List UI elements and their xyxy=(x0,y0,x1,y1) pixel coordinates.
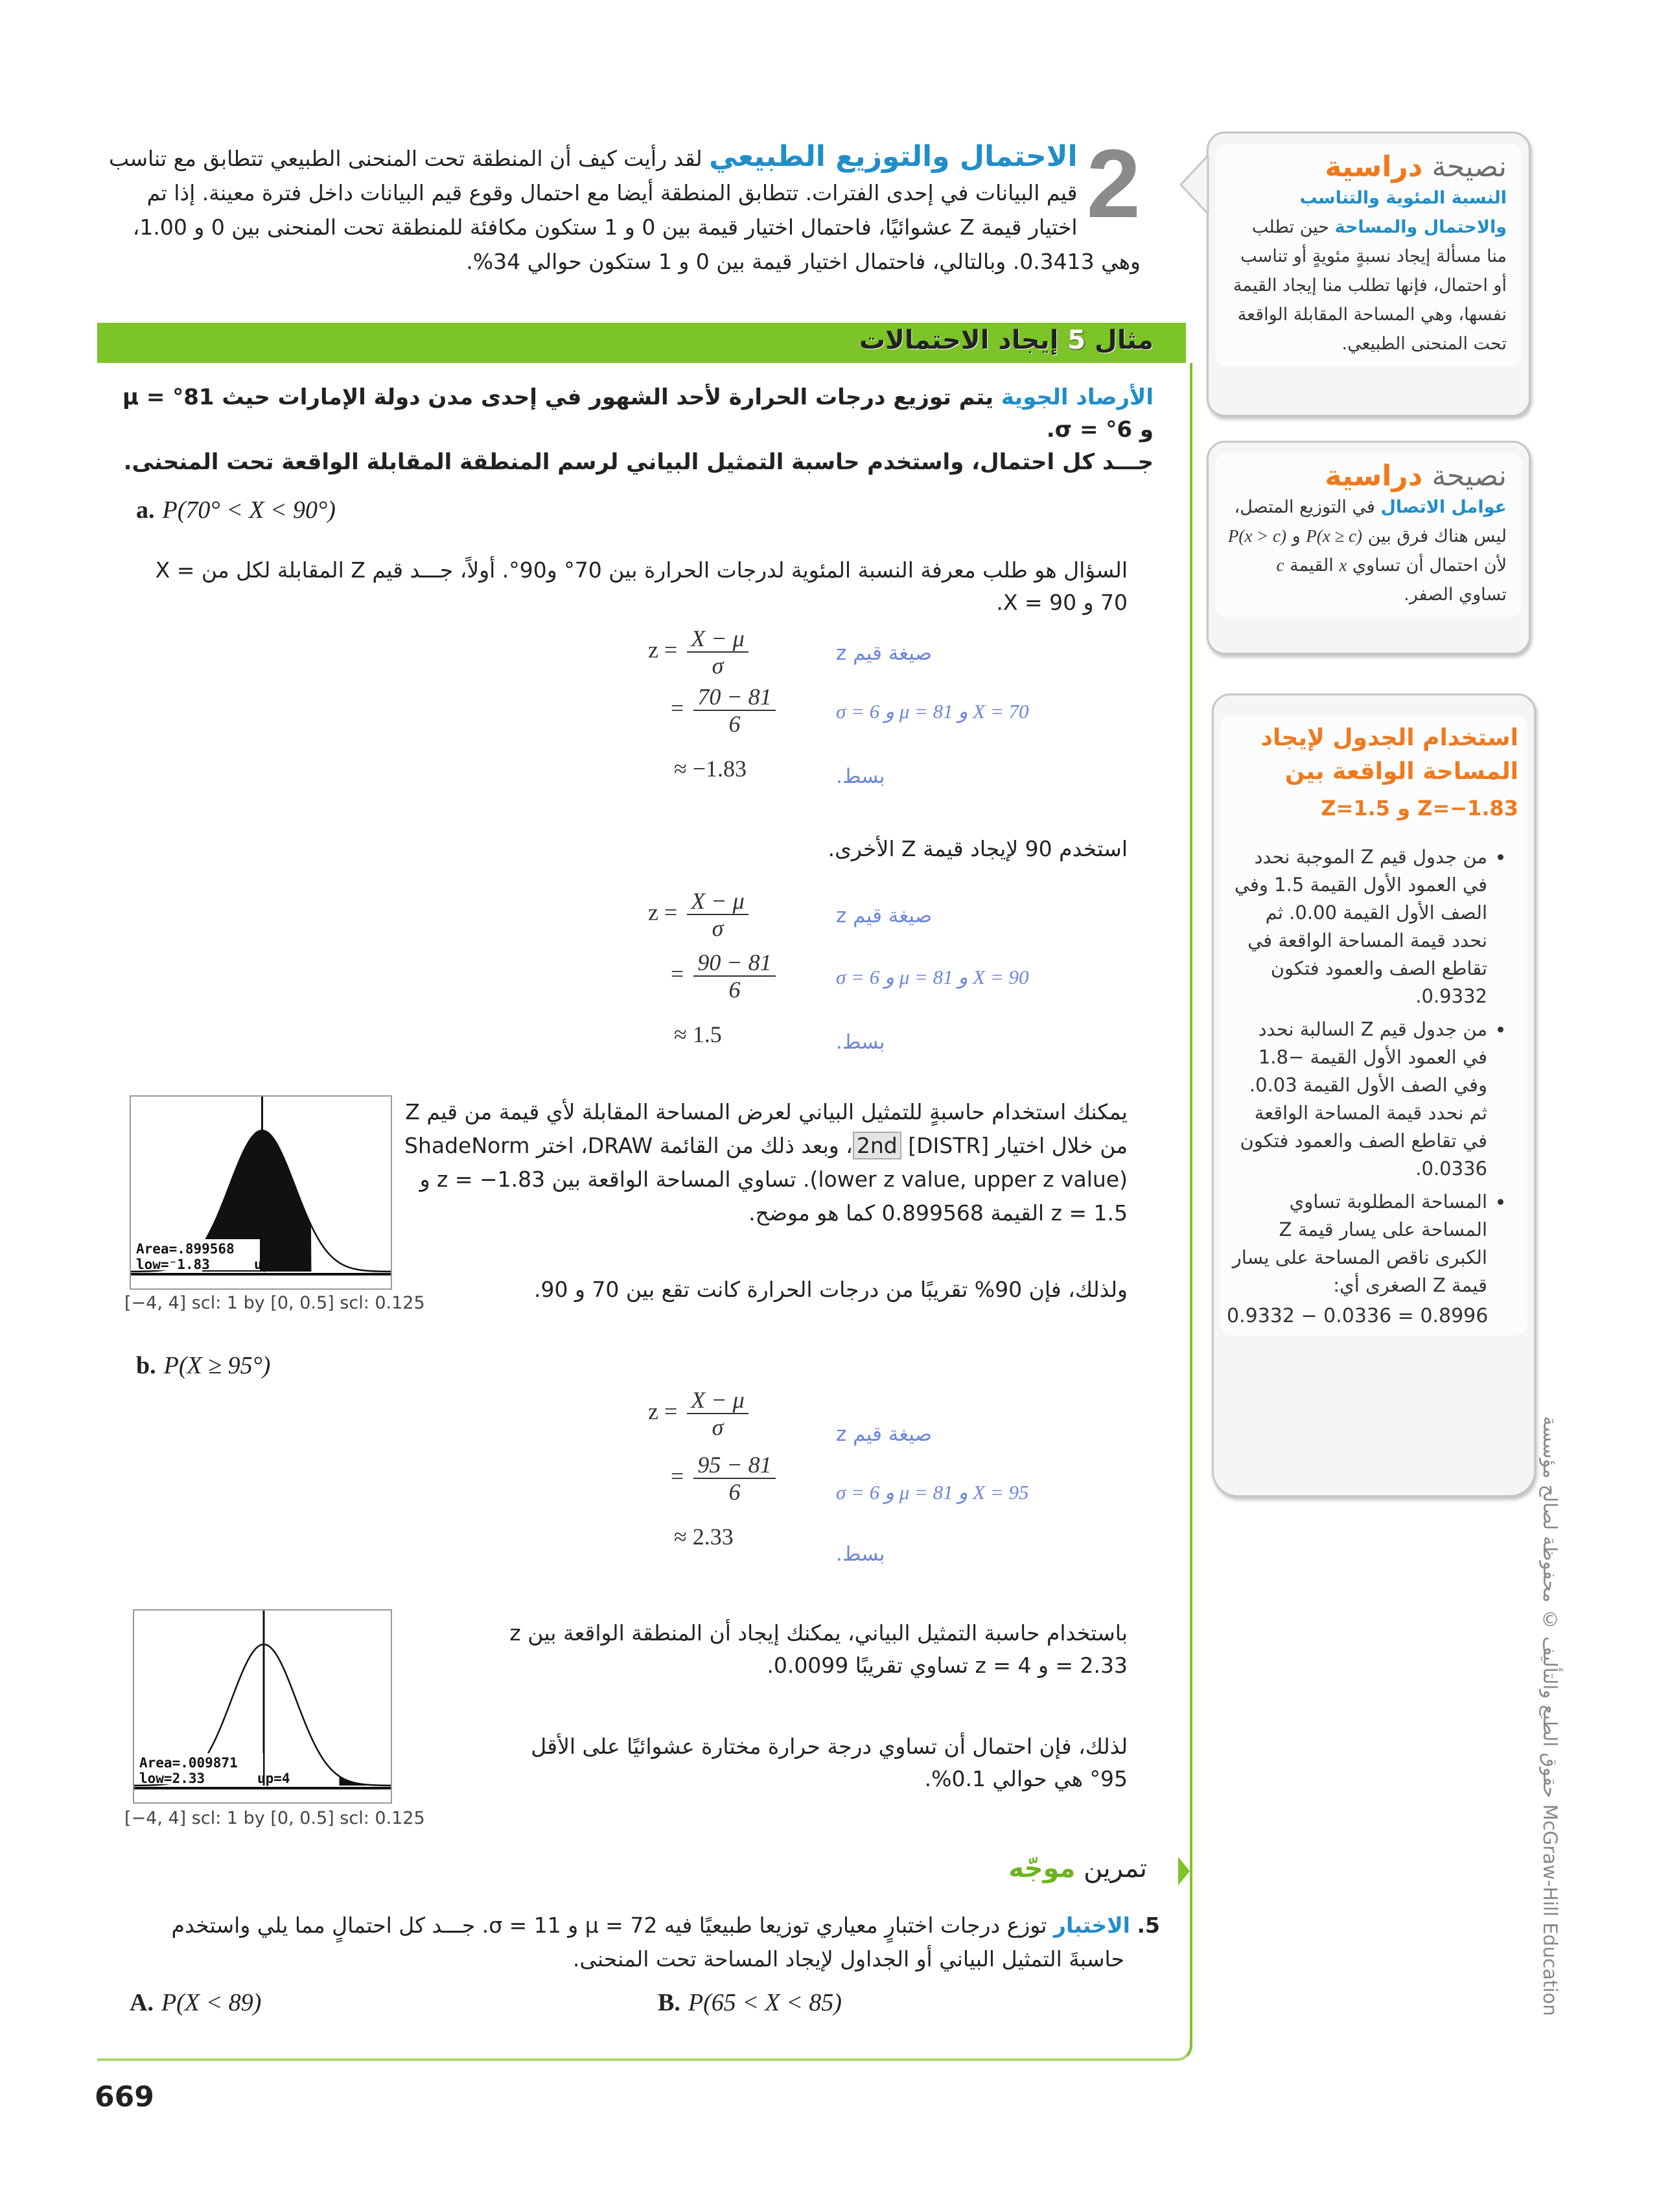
gp-title-2: موجّه xyxy=(1008,1854,1076,1883)
lesson-intro xyxy=(104,129,1141,279)
fraction xyxy=(693,1452,775,1505)
note-substitution xyxy=(836,1481,1029,1504)
example-number: 5 xyxy=(1067,325,1086,355)
fraction xyxy=(687,888,748,941)
z-substitution-3 xyxy=(671,1452,776,1505)
frac-denominator: σ xyxy=(712,653,724,679)
guided-practice-marker xyxy=(1178,1857,1190,1885)
table-method-subtitle: Z=−1.83 و Z=1.5 xyxy=(1321,796,1518,821)
use-90-text: استخدم 90 لإيجاد قيمة Z الأخرى. xyxy=(828,836,1128,861)
2nd-key[interactable]: 2nd xyxy=(853,1132,901,1159)
frac-numerator: 70 − 81 xyxy=(693,684,775,711)
problem-line-2: جـــد كل احتمال، واستخدم حاسبة التمثيل البياني لرسم المنطقة المقابلة الواقعة تحت المنحنى. xyxy=(123,449,1154,475)
note-simplify: بسط. xyxy=(836,1543,885,1566)
fraction xyxy=(693,949,775,1003)
example-title: إيجاد الاحتمالات xyxy=(859,325,1059,355)
tip-2-body-1: في التوزيع المتصل، ليس هناك فرق بين xyxy=(1234,497,1507,546)
table-method-formula: 0.9332 − 0.0336 = 0.8996 xyxy=(1227,1305,1489,1327)
part-a-label xyxy=(136,496,336,524)
tip-title-orange: دراسية xyxy=(1325,150,1423,183)
tip-1-body: حين تطلب منا مسألة إيجاد نسبةٍ مئويةٍ أو تناسب أو احتمال، فإنها تطلب منا إيجاد القيمة نفسها، وهي المساحة المقابلة الواقعة تحت المنحنى الطبيعي. xyxy=(1233,217,1507,354)
frac-numerator: 95 − 81 xyxy=(693,1452,775,1479)
fraction xyxy=(693,684,775,737)
table-method-title: استخدام الجدول لإيجاد المساحة الواقعة بين xyxy=(1260,725,1518,785)
eq-sign: = xyxy=(671,695,684,721)
part-b-letter: b. xyxy=(136,1352,156,1379)
note-simplify: بسط. xyxy=(836,1030,885,1054)
tip-2-body-2: و xyxy=(1292,526,1301,546)
calculator-screen-a xyxy=(130,1095,392,1290)
z-result-1: ≈ −1.83 xyxy=(674,756,747,782)
example-problem xyxy=(104,381,1154,478)
eq-sign: = xyxy=(671,1463,684,1489)
gp-title-1: تمرين xyxy=(1084,1854,1147,1883)
tip-2-body-4: القيمة xyxy=(1290,555,1334,576)
option-a xyxy=(130,1988,261,2017)
part-b-text-2: لذلك، فإن احتمال أن تساوي درجة حرارة مختارة عشوائيًا على الأقل 95° هي حوالي 0.1%. xyxy=(531,1734,1128,1791)
part-b-label xyxy=(136,1351,270,1380)
z-result-2: ≈ 1.5 xyxy=(674,1021,722,1047)
eq-sign: = xyxy=(671,960,684,987)
part-b-text-1: باستخدام حاسبة التمثيل البياني، يمكنك إيجاد أن المنطقة الواقعة بين z = 2.33 و z = 4 تساوي تقريبًا 0.0099. xyxy=(509,1620,1128,1678)
option-b-expression: P(65 < X < 85) xyxy=(688,1989,842,2016)
problem-text-1: توزع درجات اختبارٍ معياري توزيعا طبيعيًا فيه 72 = μ و 11 = σ. جـــد كل احتمالٍ مما يلي واستخدم xyxy=(171,1913,1047,1938)
calc-text-2: ، وبعد ذلك من القائمة DRAW، اختر xyxy=(536,1133,853,1158)
note-simplify: بسط. xyxy=(836,765,885,788)
tip-2-expr-2: P(x > c) xyxy=(1227,526,1287,546)
study-tip-2 xyxy=(1207,441,1531,655)
window-caption-b: [−4, 4] scl: 1 by [0, 0.5] scl: 0.125 xyxy=(124,1808,425,1828)
calculator-instructions xyxy=(402,1095,1128,1230)
lesson-text: لقد رأيت كيف أن المنطقة تحت المنحنى الطبيعي تتطابق مع تناسب قيم البيانات في إحدى الفترات. تتطابق المنطقة أيضا مع احتمال وقوع قيم البيانات داخل فترة معينة. إذا تم اختيار قيمة Z عشوائيًا، فاحتمال اختيار قيمة بين 0 و 1 ستكون مكافئة للمنطقة تحت المنحنى بين 0 و 1.00، وهي 0.3413. وبالتالي، فاحتمال اختيار قيمة بين 0 و 1 ستكون حوالي 34%. xyxy=(108,146,1141,274)
problem-keyword: الاختبار xyxy=(1053,1913,1130,1938)
guided-practice-title xyxy=(1008,1854,1147,1883)
note-substitution-text: X = 95 و μ = 81 و σ = 6 xyxy=(836,1481,1029,1504)
calc-text-1: يمكنك استخدام حاسبةٍ للتمثيل البياني لعرض المساحة المقابلة لأي قيمة من قيم Z من خلال اختيار xyxy=(405,1099,1128,1158)
step-item: • المساحة المطلوبة تساوي المساحة على يسار قيمة Z الكبرى ناقص المساحة على يسار قيمة Z الصغرى أي: xyxy=(1232,1188,1487,1299)
low-readout: low=⁻1.83 xyxy=(136,1257,210,1272)
problem-text-2: حاسبةَ التمثيل البياني أو الجداول لإيجاد المساحة تحت المنحنى. xyxy=(572,1946,1124,1972)
distr-key[interactable]: [DISTR] xyxy=(908,1133,990,1158)
frac-denominator: 6 xyxy=(728,1479,741,1505)
frac-denominator: 6 xyxy=(728,977,741,1003)
eq-lhs: z = xyxy=(648,1398,678,1425)
z-formula-3 xyxy=(648,1387,748,1440)
tip-2-title xyxy=(1227,460,1507,493)
tip-title-gray: نصيحة xyxy=(1432,460,1507,493)
part-a-conclusion: ولذلك، فإن 90% تقريبًا من درجات الحرارة كانت تقع بين 70 و 90. xyxy=(534,1277,1128,1302)
low-readout: low=2.33 xyxy=(139,1771,205,1786)
option-a-expression: P(X < 89) xyxy=(161,1989,262,2016)
example-label: مثال xyxy=(1095,325,1154,355)
problem-keyword: الأرصاد الجوية xyxy=(1001,384,1154,410)
fraction xyxy=(687,625,748,679)
lesson-number: 2 xyxy=(1086,129,1141,238)
table-method-box xyxy=(1212,693,1536,1497)
frac-numerator: X − μ xyxy=(687,1387,748,1414)
table-method-steps xyxy=(1232,843,1518,1299)
frac-denominator: 6 xyxy=(728,711,741,737)
calc-text-3: ShadeNorm (lower z value, upper z value). تساوي المساحة الواقعة بين z = −1.83 و z = 1.5 القيمة 0.899568 كما هو موضح. xyxy=(404,1133,1128,1226)
frac-denominator: σ xyxy=(712,1414,724,1440)
tip-title-orange: دراسية xyxy=(1325,460,1423,493)
tip-1-pointer xyxy=(1178,156,1211,214)
z-formula-1 xyxy=(648,625,748,679)
z-result-3: ≈ 2.33 xyxy=(674,1524,734,1550)
tip-2-expr-1: P(x ≥ c) xyxy=(1306,526,1363,546)
example-header xyxy=(97,323,1186,363)
option-a-letter: A. xyxy=(130,1989,154,2016)
practice-problem-5 xyxy=(97,1909,1160,1976)
normal-curve-plot-b xyxy=(134,1611,392,1804)
tip-title-gray: نصيحة xyxy=(1432,150,1507,183)
option-b-letter: B. xyxy=(658,1989,680,2016)
z-formula-2 xyxy=(648,888,748,941)
z-substitution-1 xyxy=(671,684,776,737)
up-readout: up=4 xyxy=(257,1771,290,1786)
page-number: 669 xyxy=(95,2080,154,2113)
note-substitution-text: X = 70 و μ = 81 و σ = 6 xyxy=(836,700,1029,723)
frac-denominator: σ xyxy=(712,915,724,941)
option-b xyxy=(658,1988,842,2017)
note-z-formula: صيغة قيم z xyxy=(836,904,933,927)
part-a-intro: السؤال هو طلب معرفة النسبة المئوية لدرجات الحرارة بين 70° و90°. أولاً، جـــد قيم Z المقابلة لكل من X = 70 و X = 90. xyxy=(155,557,1128,615)
note-substitution-text: X = 90 و μ = 81 و σ = 6 xyxy=(836,966,1029,988)
copyright-notice: حقوق الطبع والتأليف © محفوظة لصالح مؤسسة McGraw-Hill Education xyxy=(1539,1416,1561,2016)
note-substitution xyxy=(836,700,1029,723)
tip-2-body-3: لأن احتمال أن تساوي xyxy=(1352,555,1507,576)
part-b-expression: P(X ≥ 95°) xyxy=(163,1352,271,1379)
calculator-screen-b xyxy=(133,1609,392,1804)
problem-line-1: يتم توزيع درجات الحرارة لأحد الشهور في إحدى مدن دولة الإمارات حيث 81° = μ و 6° = σ. xyxy=(122,384,1154,443)
z-substitution-2 xyxy=(671,949,776,1003)
step-item: • من جدول قيم Z السالبة نحدد في العمود الأول القيمة −1.8 وفي الصف الأول القيمة 0.03. ثم نحدد قيمة المساحة الواقعة في تقاطع الصف والعمود فتكون 0.0336. xyxy=(1232,1016,1487,1183)
area-readout: Area=.009871 xyxy=(139,1755,238,1771)
window-caption-a: [−4, 4] scl: 1 by [0, 0.5] scl: 0.125 xyxy=(124,1293,425,1313)
study-tip-1 xyxy=(1207,132,1531,417)
part-a-letter: a. xyxy=(136,496,155,524)
frac-numerator: 90 − 81 xyxy=(693,949,775,977)
fraction xyxy=(687,1387,748,1440)
tip-1-title xyxy=(1227,150,1507,183)
area-readout: Area=.899568 xyxy=(136,1241,235,1257)
part-a-expression: P(70° < X < 90°) xyxy=(162,496,336,524)
eq-lhs: z = xyxy=(648,636,678,663)
step-item: • من جدول قيم Z الموجبة نحدد في العمود الأول القيمة 1.5 وفي الصف الأول القيمة 0.00. ثم نحدد قيمة المساحة الواقعة في تقاطع الصف والعمود فتكون 0.9332. xyxy=(1232,843,1487,1010)
eq-lhs: z = xyxy=(648,899,678,926)
lesson-heading: الاحتمال والتوزيع الطبيعي xyxy=(709,140,1078,173)
tip-2-var-x: x xyxy=(1339,555,1347,575)
normal-curve-plot-a xyxy=(131,1097,392,1290)
tip-1-keyword: النسبة المئوية والتناسب والاحتمال والمساحة xyxy=(1299,188,1507,237)
note-z-formula: صيغة قيم z xyxy=(836,1423,933,1446)
up-readout: up=1.5 xyxy=(254,1257,303,1272)
tip-2-var-c: c xyxy=(1276,555,1284,575)
tip-2-keyword: عوامل الاتصال xyxy=(1380,497,1507,517)
frac-numerator: X − μ xyxy=(687,625,748,653)
note-z-formula: صيغة قيم z xyxy=(836,642,933,665)
note-substitution xyxy=(836,966,1029,989)
problem-number: 5. xyxy=(1137,1913,1160,1938)
tip-2-body-5: تساوي الصفر. xyxy=(1404,585,1507,605)
frac-numerator: X − μ xyxy=(687,888,748,915)
